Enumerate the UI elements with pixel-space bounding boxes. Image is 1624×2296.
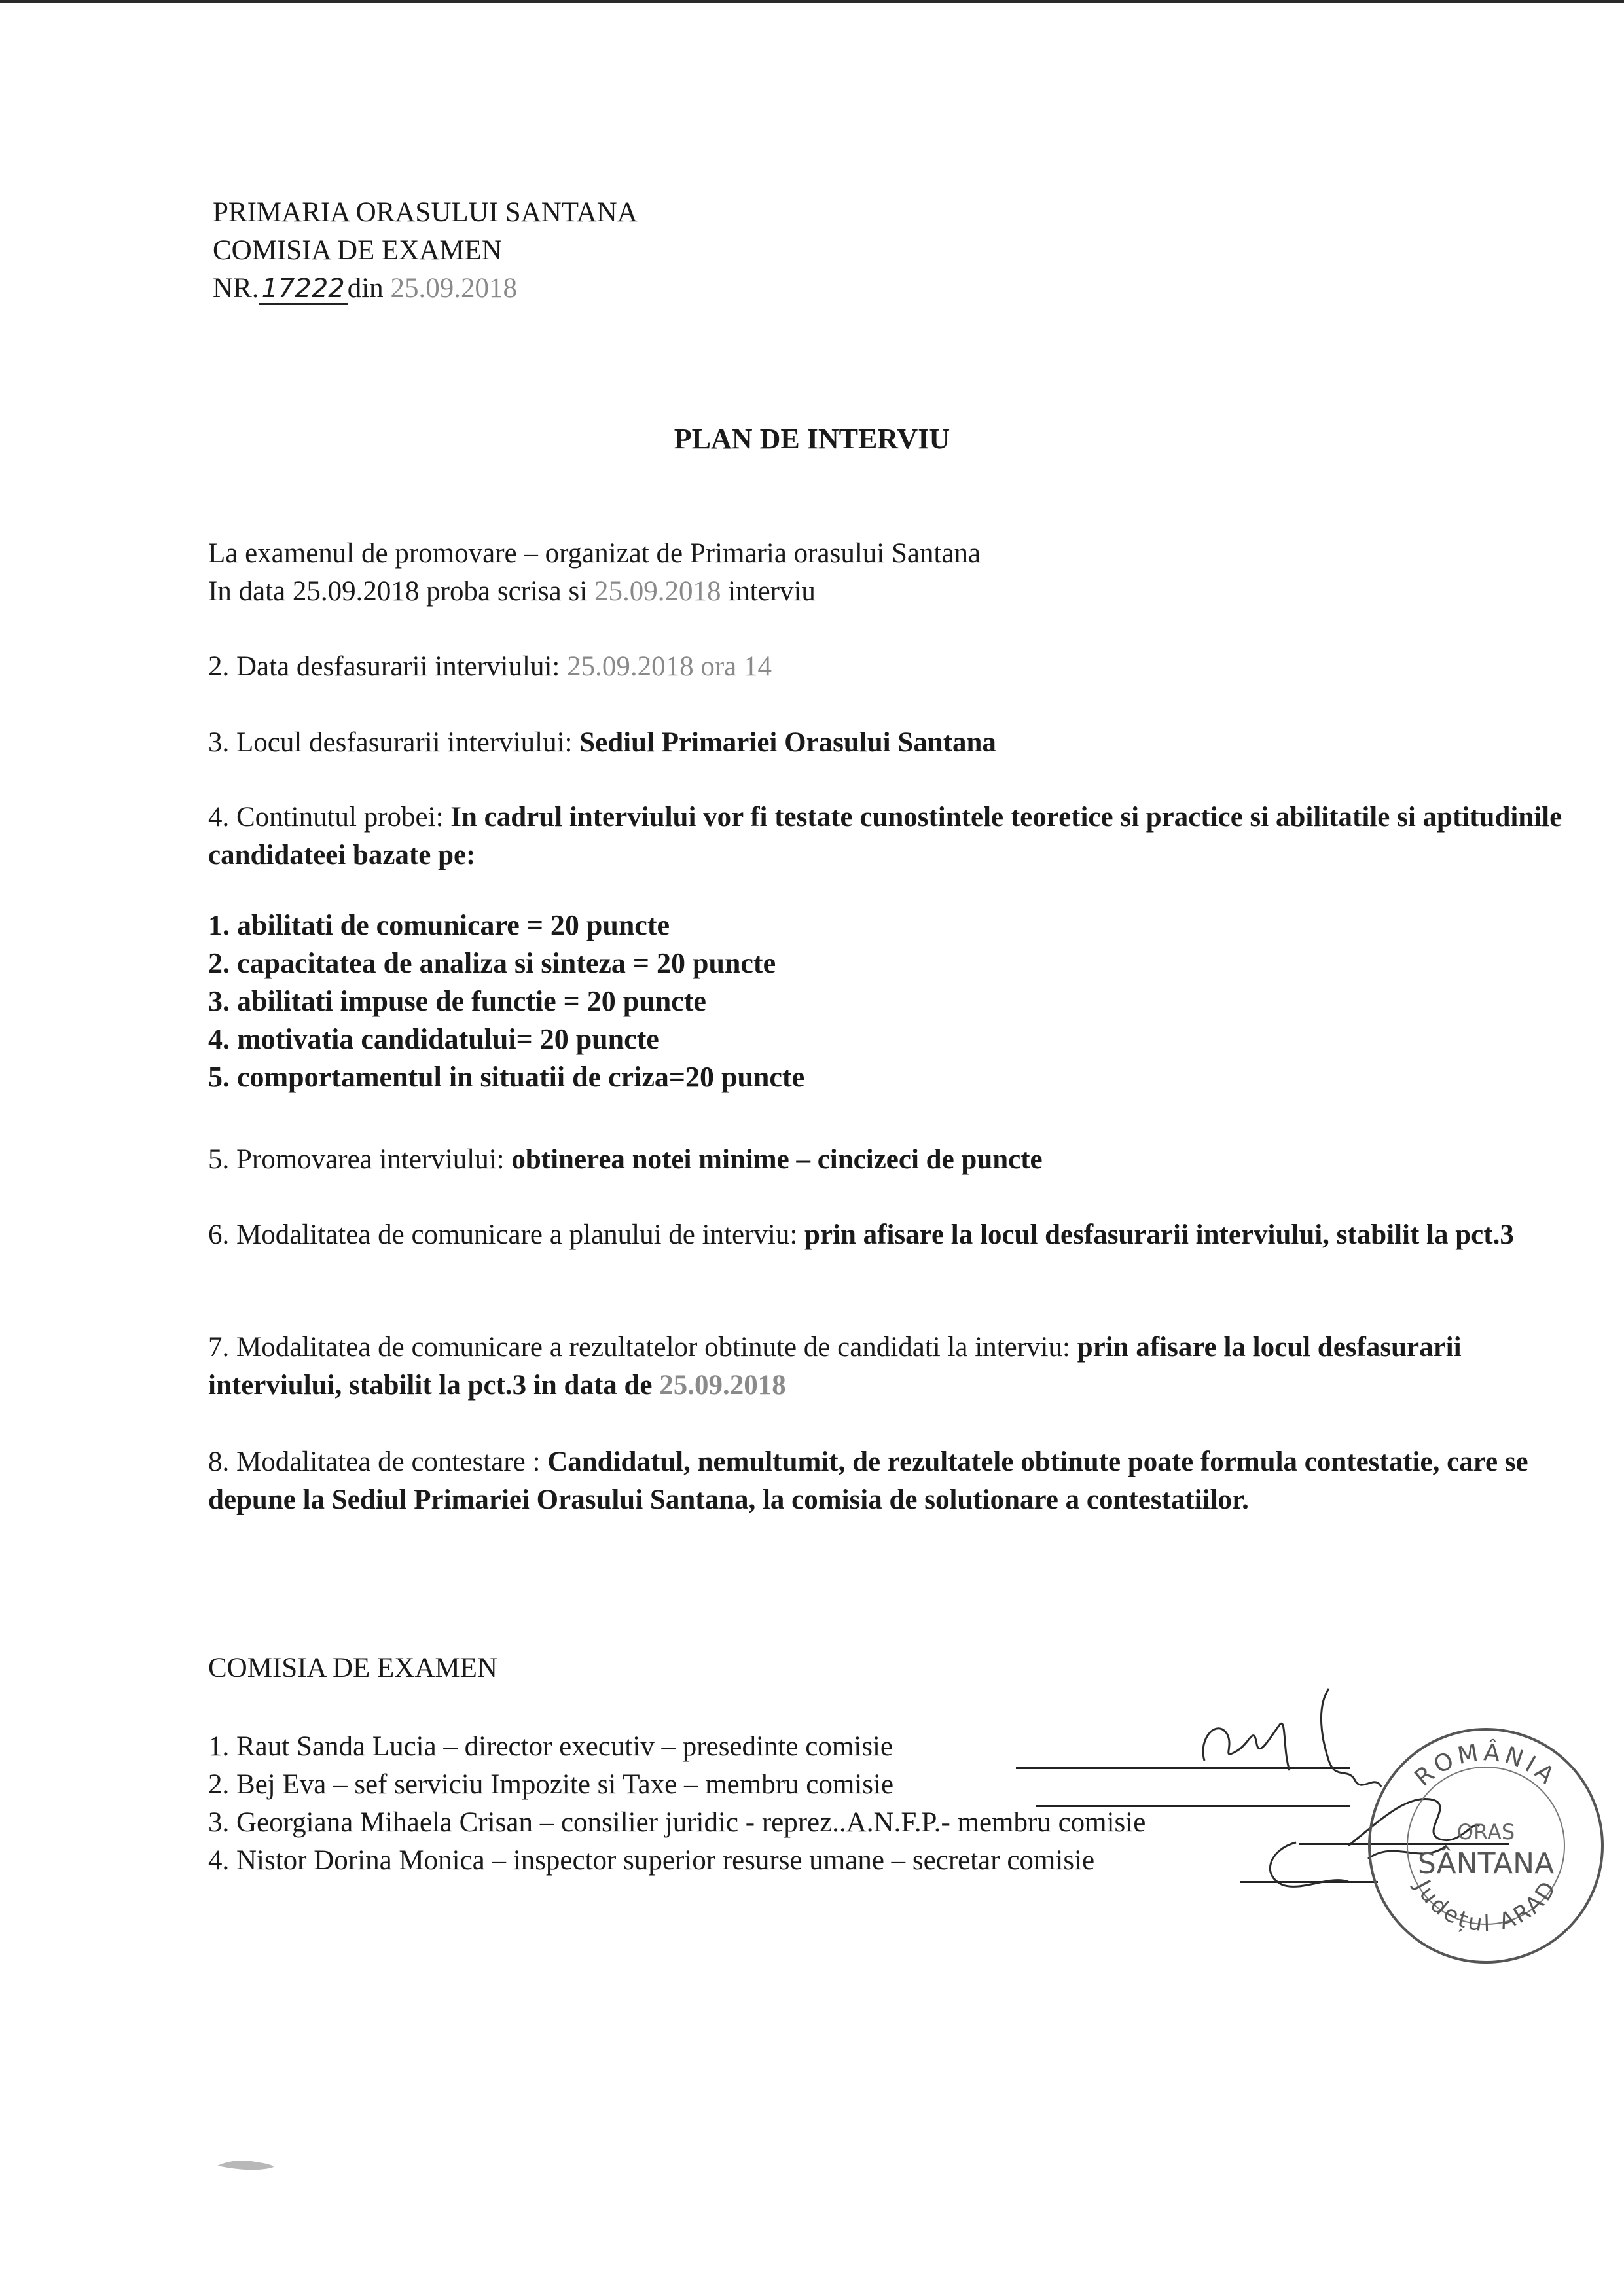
intro-interview-date: 25.09.2018 xyxy=(594,576,721,607)
item-3-label: 3. Locul desfasurarii interviului: xyxy=(208,727,580,758)
document-header xyxy=(213,194,638,308)
commission-member: 4. Nistor Dorina Monica – inspector superior resurse umane – secretar comisie xyxy=(208,1845,1095,1876)
item-interview-location xyxy=(208,724,996,762)
item-7-date: 25.09.2018 xyxy=(659,1370,786,1401)
commission-member: 1. Raut Sanda Lucia – director executiv – presedinte comisie xyxy=(208,1731,893,1762)
nr-label: NR. xyxy=(213,273,259,304)
stamp-middle-text: SÂNTANA xyxy=(1417,1847,1555,1880)
din-label: din xyxy=(347,273,384,304)
intro-line-2-text: In data 25.09.2018 proba scrisa si xyxy=(208,576,594,607)
item-8-value: Candidatul, nemultumit, de rezultatele obtinute poate formula contestatie, care se depune la Sediul Primariei Orasului Santana, la comisia de solutionare a contestatiilor. xyxy=(208,1446,1528,1515)
item-promotion xyxy=(208,1141,1043,1179)
commission-member: 2. Bej Eva – sef serviciu Impozite si Taxe – membru comisie xyxy=(208,1769,894,1800)
item-results-communication xyxy=(208,1329,1570,1405)
commission-heading: COMISIA DE EXAMEN xyxy=(208,1653,497,1683)
item-test-content xyxy=(208,798,1589,874)
commission-name: COMISIA DE EXAMEN xyxy=(213,235,502,266)
item-5-value: obtinerea notei minime – cincizeci de puncte xyxy=(511,1144,1043,1175)
item-2-value: 25.09.2018 ora 14 xyxy=(567,651,772,682)
item-plan-communication xyxy=(208,1216,1570,1254)
item-7-value: prin afisare la locul desfasurarii interviului, stabilit la pct.3 in data de xyxy=(208,1332,1462,1401)
commission-member: 3. Georgiana Mihaela Crisan – consilier juridic - reprez..A.N.F.P.- membru comisie xyxy=(208,1807,1146,1838)
svg-text:ROMÂNIA xyxy=(1410,1738,1562,1791)
scan-smudge xyxy=(216,2157,275,2174)
svg-text:Județul ARAD xyxy=(1409,1874,1562,1937)
item-5-label: 5. Promovarea interviului: xyxy=(208,1144,512,1175)
criteria-item: 4. motivatia candidatului= 20 puncte xyxy=(208,1023,659,1055)
criteria-item: 2. capacitatea de analiza si sinteza = 20 puncte xyxy=(208,947,776,979)
item-8-label: 8. Modalitatea de contestare : xyxy=(208,1446,548,1477)
registration-number: 17222 xyxy=(259,274,347,305)
item-contestation xyxy=(208,1443,1570,1519)
stamp-top-text: ROMÂNIA xyxy=(1409,1739,1562,1792)
institution-name: PRIMARIA ORASULUI SANTANA xyxy=(213,197,638,228)
signature-president xyxy=(1191,1698,1309,1777)
stamp-middle-top-text: ORAS xyxy=(1456,1820,1515,1844)
stamp-bottom-text: Județul ARAD xyxy=(1409,1874,1563,1937)
official-stamp xyxy=(1362,1721,1610,1970)
item-7-label: 7. Modalitatea de comunicare a rezultatelor obtinute de candidati la interviu: xyxy=(208,1332,1077,1363)
intro-line-2-end: interviu xyxy=(721,576,816,607)
document-title: PLAN DE INTERVIU xyxy=(674,423,950,455)
item-4-value: In cadrul interviului vor fi testate cunostintele teoretice si practice si abilitatile si aptitudinile candidateei bazate pe: xyxy=(208,802,1562,870)
criteria-item: 1. abilitati de comunicare = 20 puncte xyxy=(208,909,670,941)
registration-line xyxy=(213,270,638,308)
signature-secretary xyxy=(1257,1836,1355,1901)
item-3-value: Sediul Primariei Orasului Santana xyxy=(579,727,996,758)
item-6-value: prin afisare la locul desfasurarii interviului, stabilit la pct.3 xyxy=(804,1219,1514,1250)
registration-date: 25.09.2018 xyxy=(390,273,517,304)
page-top-border xyxy=(0,0,1624,3)
criteria-item: 5. comportamentul in situatii de criza=20 puncte xyxy=(208,1061,805,1093)
intro-line-1: La examenul de promovare – organizat de Primaria orasului Santana xyxy=(208,538,981,569)
criteria-item: 3. abilitati impuse de functie = 20 puncte xyxy=(208,985,706,1017)
criteria-list xyxy=(208,906,804,1096)
item-6-label: 6. Modalitatea de comunicare a planului de interviu: xyxy=(208,1219,805,1250)
signature-line xyxy=(1036,1805,1350,1807)
item-4-label: 4. Continutul probei: xyxy=(208,802,451,833)
item-interview-date xyxy=(208,648,772,686)
intro-line-2 xyxy=(208,573,816,611)
item-2-label: 2. Data desfasurarii interviului: xyxy=(208,651,568,682)
